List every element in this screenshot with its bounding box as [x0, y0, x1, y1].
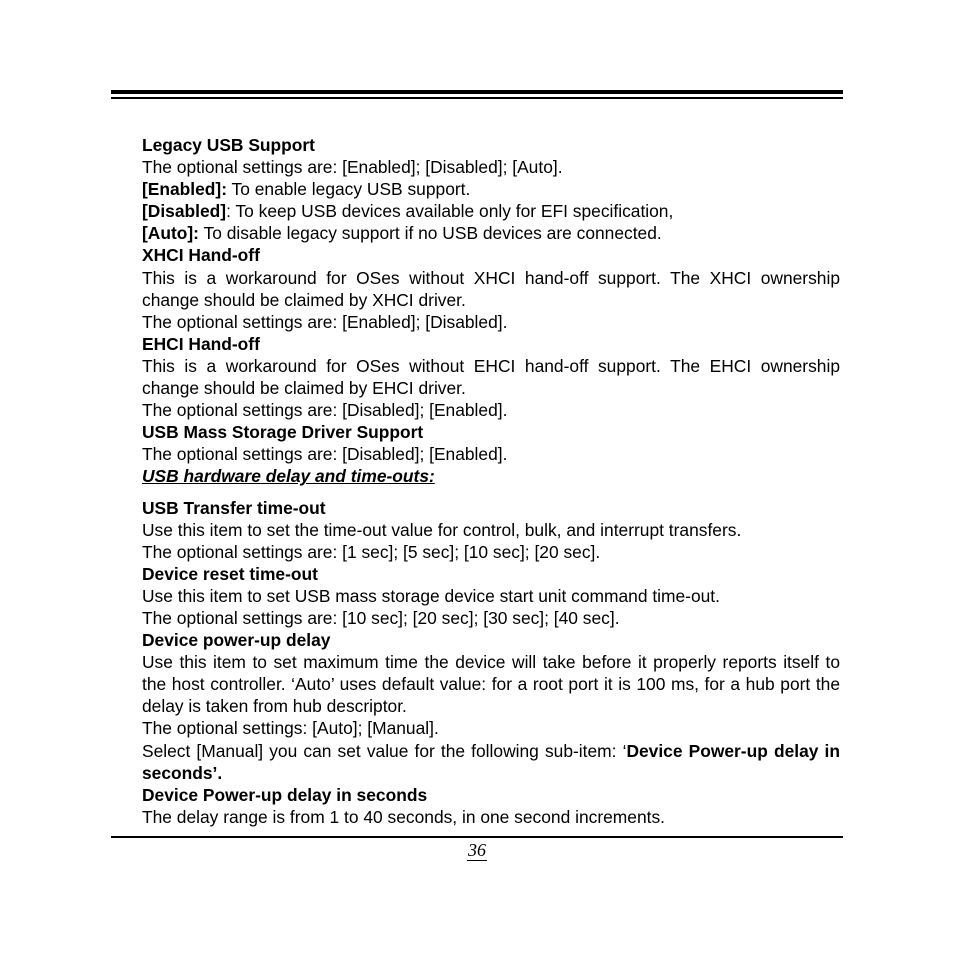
legacy-usb-heading: Legacy USB Support	[142, 135, 315, 155]
disabled-text: : To keep USB devices available only for EFI specification,	[226, 201, 674, 222]
mass-storage-heading: USB Mass Storage Driver Support	[142, 422, 424, 443]
select-text: Select [Manual] you can set value for the following sub-item: ‘	[142, 740, 627, 761]
reset-timeout-options: The optional settings are: [10 sec]; [20 sec]; [30 sec]; [40 sec].	[142, 607, 620, 628]
powerup-seconds-description: The delay range is from 1 to 40 seconds, in one second increments.	[142, 806, 665, 827]
legacy-disabled-line	[142, 200, 840, 222]
select-bold-text: Device Power-up delay in seconds’.	[142, 740, 840, 783]
ehci-description: This is a workaround for OSes without EHCI hand-off support. The EHCI ownership change should be claimed by EHCI driver.	[142, 355, 840, 399]
ehci-options: The optional settings are: [Disabled]; [Enabled].	[142, 400, 508, 421]
powerup-delay-heading: Device power-up delay	[142, 630, 331, 651]
transfer-timeout-description: Use this item to set the time-out value for control, bulk, and interrupt transfers.	[142, 519, 742, 540]
subheading-delay-timeouts: USB hardware delay and time-outs:	[142, 466, 435, 487]
xhci-options: The optional settings are: [Enabled]; [Disabled].	[142, 311, 508, 332]
auto-label: [Auto]:	[142, 223, 199, 244]
reset-timeout-heading: Device reset time-out	[142, 563, 318, 584]
ehci-heading: EHCI Hand-off	[142, 333, 260, 354]
page-number-text: 36	[468, 840, 486, 860]
legacy-usb-options: The optional settings are: [Enabled]; [Disabled]; [Auto].	[142, 157, 563, 178]
enabled-text: To enable legacy USB support.	[227, 179, 471, 200]
legacy-auto-line	[142, 222, 840, 244]
auto-text: To disable legacy support if no USB devices are connected.	[198, 223, 662, 244]
xhci-description: This is a workaround for OSes without XHCI hand-off support. The XHCI ownership change should be claimed by XHCI driver.	[142, 267, 840, 310]
page-content	[142, 134, 840, 828]
xhci-heading: XHCI Hand-off	[142, 245, 260, 266]
enabled-label: [Enabled]:	[142, 179, 228, 200]
powerup-select-line	[142, 740, 840, 784]
reset-timeout-description: Use this item to set USB mass storage device start unit command time-out.	[142, 585, 720, 606]
powerup-delay-description: Use this item to set maximum time the device will take before it properly reports itself to the host controller. ‘Auto’ uses default value: for a root port it is 100 ms, for a hub port the delay is taken from hub descriptor.	[142, 652, 840, 717]
powerup-seconds-heading: Device Power-up delay in seconds	[142, 784, 428, 805]
disabled-label: [Disabled]	[142, 201, 227, 222]
transfer-timeout-options: The optional settings are: [1 sec]; [5 sec]; [10 sec]; [20 sec].	[142, 541, 601, 562]
header-rule-thick	[111, 90, 843, 94]
powerup-delay-options: The optional settings: [Auto]; [Manual].	[142, 718, 439, 739]
legacy-enabled-line	[142, 178, 840, 200]
mass-storage-options: The optional settings are: [Disabled]; [Enabled].	[142, 444, 508, 465]
page-number	[0, 838, 954, 862]
transfer-timeout-heading: USB Transfer time-out	[142, 497, 326, 518]
header-rule-thin	[111, 97, 843, 99]
